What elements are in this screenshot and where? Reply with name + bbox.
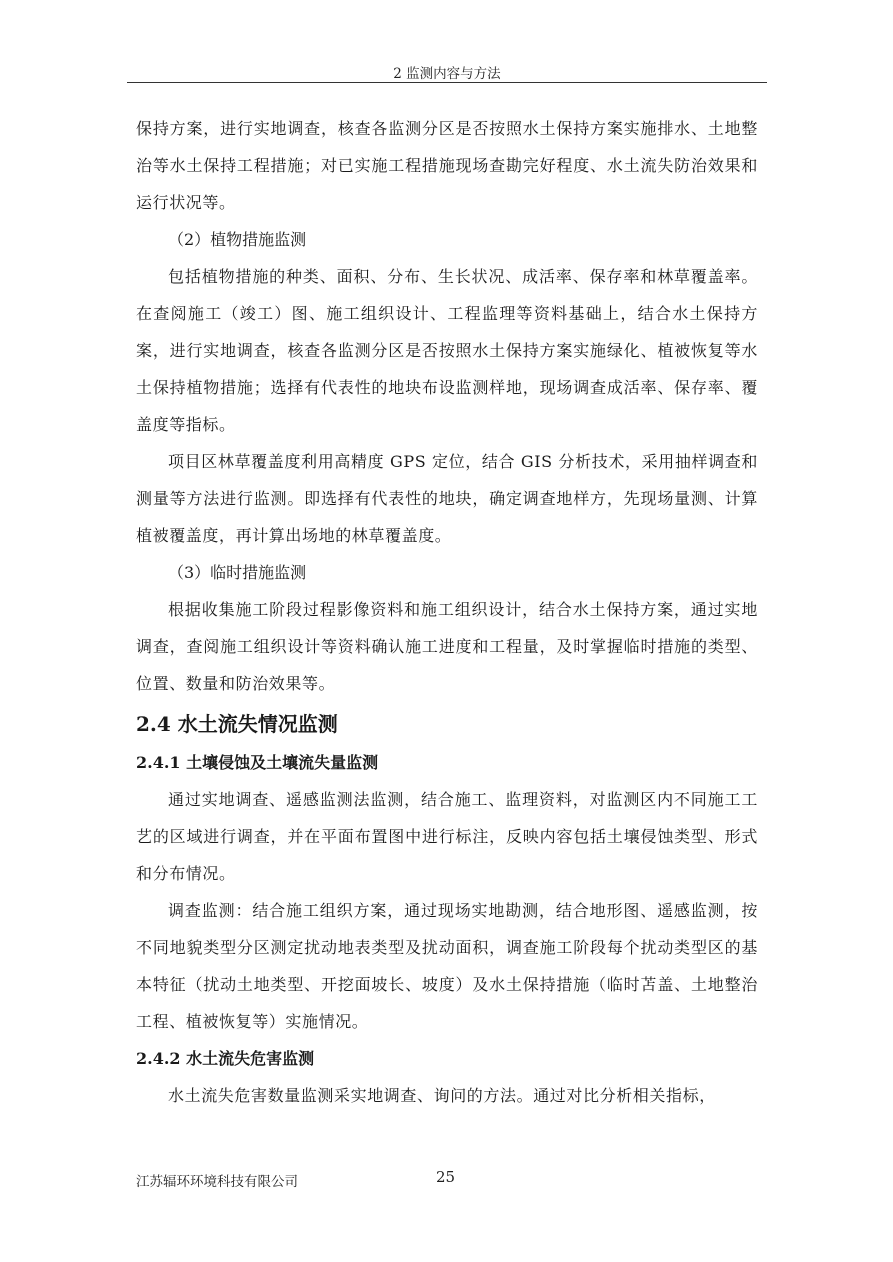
running-header: 2 监测内容与方法 xyxy=(393,66,501,82)
page-number: 25 xyxy=(436,1168,456,1186)
subsection-heading-2-4-1: 2.4.1 土壤侵蚀及土壤流失量监测 xyxy=(136,753,379,772)
section-heading-2-4: 2.4 水土流失情况监测 xyxy=(136,712,338,736)
footer-company-name: 江苏辐环环境科技有限公司 xyxy=(136,1174,298,1190)
paragraph-engineering-measures-cont: 保持方案，进行实地调查，核查各监测分区是否按照水土保持方案实施排水、土地整治等水土保持工程措施；对已实施工程措施现场查勘完好程度、水土流失防治效果和运行状况等。 xyxy=(136,119,758,212)
page-body xyxy=(136,110,758,1114)
paragraph-survey-monitoring: 调查监测：结合施工组织方案，通过现场实地勘测，结合地形图、遥感监测，按不同地貌类型分区测定扰动地表类型及扰动面积，调查施工阶段每个扰动类型区的基本特征（扰动土地类型、开挖面坡长、坡度）及水土保持措施（临时苫盖、土地整治工程、植被恢复等）实施情况。 xyxy=(136,901,758,1031)
paragraph-hazard-monitoring: 水土流失危害数量监测采实地调查、询问的方法。通过对比分析相关指标， xyxy=(168,1086,716,1105)
paragraph-soil-erosion-survey: 通过实地调查、遥感监测法监测，结合施工、监理资料，对监测区内不同施工工艺的区域进行调查，并在平面布置图中进行标注，反映内容包括土壤侵蚀类型、形式和分布情况。 xyxy=(136,790,758,883)
item-temporary-measures: （3）临时措施监测 xyxy=(168,563,307,582)
item-plant-measures: （2）植物措施监测 xyxy=(168,230,307,249)
paragraph-plant-measures: 包括植物措施的种类、面积、分布、生长状况、成活率、保存率和林草覆盖率。在查阅施工（竣工）图、施工组织设计、工程监理等资料基础上，结合水土保持方案，进行实地调查，核查各监测分区是否按照水土保持方案实施绿化、植被恢复等水土保持植物措施；选择有代表性的地块布设监测样地，现场调查成活率、保存率、覆盖度等指标。 xyxy=(136,267,758,434)
paragraph-temporary-measures: 根据收集施工阶段过程影像资料和施工组织设计，结合水土保持方案，通过实地调查，查阅施工组织设计等资料确认施工进度和工程量，及时掌握临时措施的类型、位置、数量和防治效果等。 xyxy=(136,600,758,693)
header-divider xyxy=(127,82,767,83)
subsection-heading-2-4-2: 2.4.2 水土流失危害监测 xyxy=(136,1049,315,1068)
paragraph-vegetation-coverage: 项目区林草覆盖度利用高精度 GPS 定位，结合 GIS 分析技术，采用抽样调查和测量等方法进行监测。即选择有代表性的地块，确定调查地样方，先现场量测、计算植被覆盖度，再计算出场地的林草覆盖度。 xyxy=(136,452,758,545)
